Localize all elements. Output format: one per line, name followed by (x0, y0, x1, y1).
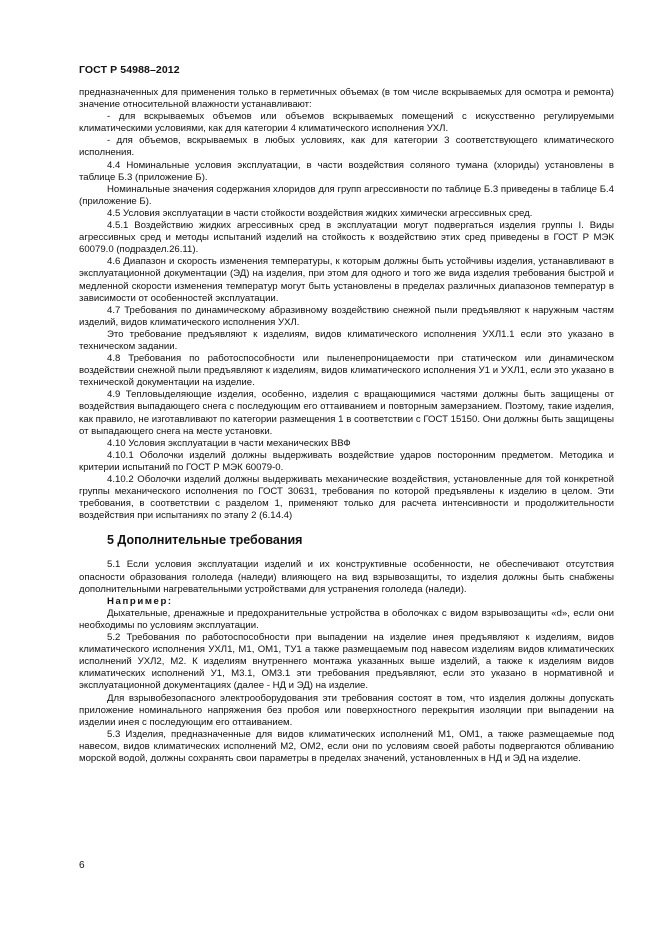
page-number: 6 (79, 860, 85, 871)
paragraph: Номинальные значения содержания хлоридов для групп агрессивности по таблице Б.3 приведены в таблице Б.4 (приложение Б). (79, 183, 614, 207)
section-title: 5 Дополнительные требования (107, 533, 303, 548)
example-label: Например: (107, 595, 173, 607)
paragraph: 4.10.2 Оболочки изделий должны выдерживать механические воздействия, установленные для той конкретной группы механического исполнения по ГОСТ 30631, требования по которой предъявлены к изделию в целом. Эти требования, в соответствии с разделом 1, применяют только для расчета интенсивности и продолжительности воздействия при испытаниях по этапу 2 (6.14.4) (79, 474, 614, 522)
paragraph: 4.9 Тепловыделяющие изделия, особенно, изделия с вращающимися частями должны быть защищены от воздействия выпадающего снега с последующим его оттаиванием и повторным замерзанием. Поэтому, такие изделия, как правило, не изготавливают по категории размещения 1 в соответствии с ГОСТ 15150. Они должны быть защищены от выпадающего снега на месте установки. (79, 389, 614, 437)
paragraph: 4.8 Требования по работоспособности или пыленепроницаемости при статическом или динамическом воздействии снежной пыли предъявляют к изделиям, видов климатического исполнения У1 и УХЛ1, если это указано в технической документации на изделие. (79, 353, 614, 389)
paragraph: 5.1 Если условия эксплуатации изделий и их конструктивные особенности, не обеспечивают отсутствия опасности образования гололеда (наледи) влияющего на вид взрывозащиты, то изделия должны быть снабжены дополнительными нагревательными устройствами для устранения гололеда (наледи). (79, 559, 614, 595)
paragraph: 5.3 Изделия, предназначенные для видов климатических исполнений М1, ОМ1, а также размещаемые под навесом, видов климатических исполнений М2, ОМ2, если они по условиям своей работы подвергаются обливанию морской водой, должны сохранять свои параметры в пределах значений, установленных в НД и ЭД на изделие. (79, 728, 614, 764)
paragraph: Для взрывобезопасного электрооборудования эти требования состоят в том, что изделия должны допускать приложение номинального напряжения без пробоя или поверхностного перекрытия изоляции при выпадении на изделии инея с последующим его оттаиванием. (79, 692, 614, 728)
paragraph: Это требование предъявляют к изделиям, видов климатического исполнения УХЛ1.1 если это указано в техническом задании. (79, 328, 614, 352)
paragraph: 4.5.1 Воздействию жидких агрессивных сред в эксплуатации могут подвергаться изделия группы I. Виды агрессивных сред и методы испытаний изделий на стойкость к воздействию этих сред приведены в ГОСТ Р МЭК 60079.0 (подраздел.26.11). (79, 220, 614, 256)
paragraph: 4.4 Номинальные условия эксплуатации, в части воздействия соляного тумана (хлориды) установлены в таблице Б.3 (приложение Б). (79, 159, 614, 183)
paragraph: 4.10 Условия эксплуатации в части механических ВВФ (107, 437, 351, 449)
body-text (79, 87, 614, 765)
paragraph: 4.6 Диапазон и скорость изменения температуры, к которым должны быть устойчивы изделия, устанавливают в эксплуатационной документации (ЭД) на изделия, при этом для одного и того же вида изделия требования быстрой и медленной скорости изменения температур могут быть установлены в пределах различных диапазонов температур в зависимости от особенностей эксплуатации. (79, 256, 614, 304)
paragraph: 4.10.1 Оболочки изделий должны выдерживать воздействие ударов посторонним предметом. Методика и критерии испытаний по ГОСТ Р МЭК 60079-0. (79, 449, 614, 473)
paragraph: 4.7 Требования по динамическому абразивному воздействию снежной пыли предъявляют к наружным частям изделий, видов климатического исполнения УХЛ. (79, 304, 614, 328)
paragraph: предназначенных для применения только в герметичных объемах (в том числе вскрываемых для осмотра и ремонта) значение относительной влажности устанавливают: (79, 87, 614, 111)
paragraph: 5.2 Требования по работоспособности при выпадении на изделие инея предъявляют к изделиям, видов климатического исполнения УХЛ1, М1, ОМ1, ТУ1 а также размещаемым под навесом изделиям видов климатических исполнений УХЛ2, М2. К изделиям внутреннего монтажа указанных выше изделий, а также к изделиям видов климатических исполнений У1, М3.1, ОМ3.1 эти требования предъявляют, если это указано в нормативной и эксплуатационной документациях (далее - НД и ЭД) на изделие. (79, 632, 614, 692)
paragraph: - для объемов, вскрываемых в любых условиях, как для категории 3 соответствующего климатического исполнения. (79, 135, 614, 159)
paragraph: 4.5 Условия эксплуатации в части стойкости воздействия жидких химически агрессивных сред. (107, 207, 533, 219)
standard-header: ГОСТ Р 54988–2012 (79, 64, 180, 76)
paragraph: - для вскрываемых объемов или объемов вскрываемых помещений с искусственно регулируемыми климатическими условиями, как для категории 4 климатического исполнения УХЛ. (79, 111, 614, 135)
paragraph: Дыхательные, дренажные и предохранительные устройства в оболочках с видом взрывозащиты «d», если они необходимы по условиям эксплуатации. (79, 607, 614, 631)
